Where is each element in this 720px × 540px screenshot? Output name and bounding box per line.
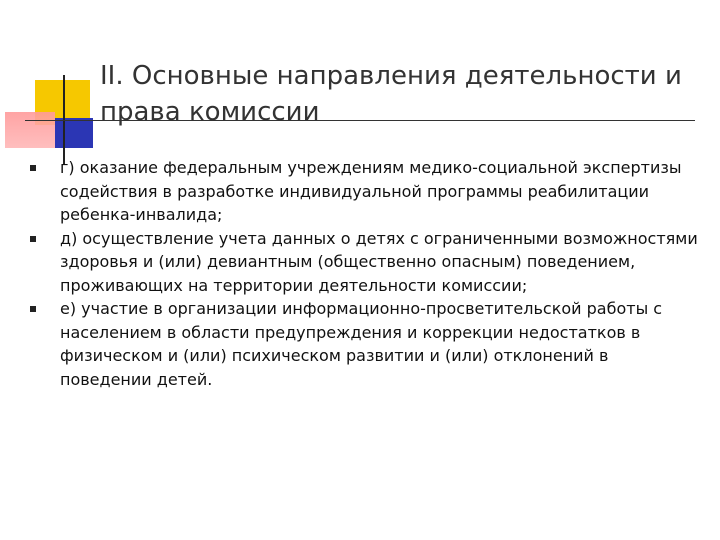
list-item [30,297,705,391]
decorative-blue-square [55,118,93,148]
square-bullet-icon [30,236,36,242]
list-item [30,156,705,227]
bullet-list [30,156,705,391]
square-bullet-icon [30,165,36,171]
slide-title: II. Основные направления деятельности и права комиссии [100,61,682,127]
square-bullet-icon [30,306,36,312]
bullet-text: е) участие в организации информационно-просветительской работы с населением в области предупреждения и коррекции недостатков в физическом и (или) психическом развитии и (или) отклонений в поведении детей. [60,299,663,389]
bullet-text: д) осуществление учета данных о детях с ограниченными возможностями здоровья и (или) девиантным (общественно опасным) поведением, проживающих на территории деятельности комиссии; [60,228,698,295]
bullet-text: г) оказание федеральным учреждениям медико-социальной экспертизы содействия в разработке индивидуальной программы реабилитации ребенка-инвалида; [60,158,682,224]
list-item [30,227,705,298]
decorative-pink-square [5,112,55,148]
